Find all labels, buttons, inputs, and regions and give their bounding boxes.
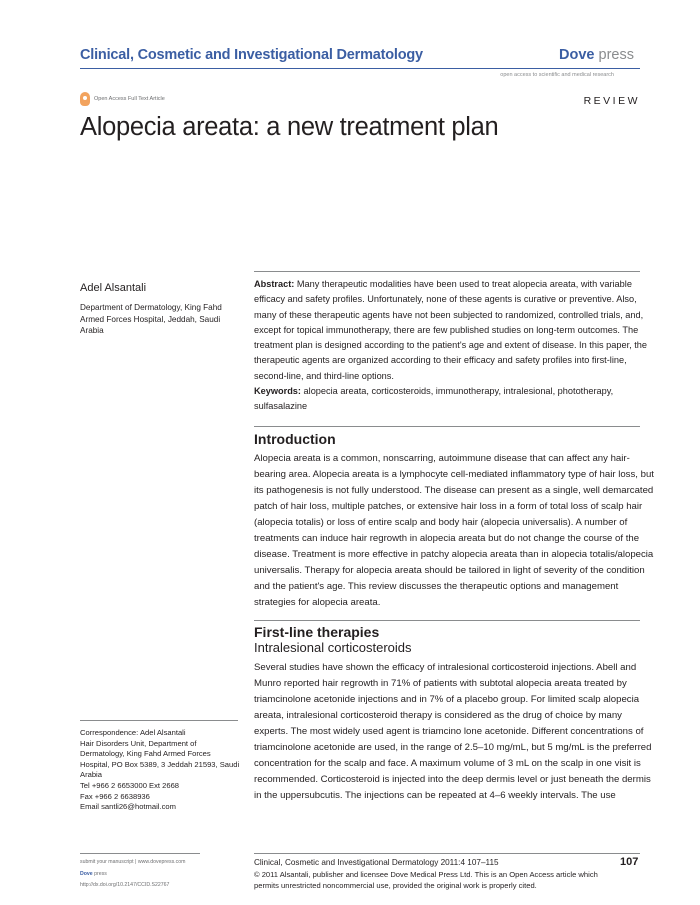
footer-rule [80, 853, 200, 854]
abstract-rule [254, 271, 640, 272]
page-number: 107 [620, 856, 639, 868]
footer-citation: Clinical, Cosmetic and Investigational Dermatology 2011:4 107–115 [254, 858, 499, 867]
publisher-press: press [594, 47, 634, 63]
footer-left [80, 857, 185, 892]
correspondence-fax: Fax +966 2 6638936 [80, 791, 150, 801]
author-affiliation: Department of Dermatology, King Fahd Armed Forces Hospital, Jeddah, Saudi Arabia [80, 303, 222, 335]
correspondence-address: Hair Disorders Unit, Department of Dermatology, King Fahd Armed Forces Hospital, PO Box 5389, 3 Jeddah 21593, Saudi Arabia [80, 738, 240, 780]
intralesional-body: Several studies have shown the efficacy of intralesional corticosteroid injections. Abell and Munro reported hair regrowth in 71% of patients with subtotal alopecia areata treated by triamcinolone acetonide injections and in 7% of a placebo group. For limited scalp alopecia areata, intralesional corticosteroid therapy is considered as the drug of choice by many experts. The most widely used agent is triamcino lone acetonide. Different concentrations of triamcinolone acetonide are used, in the range of 2.5–10 mg/mL, but 5 mg/mL is the preferred concentration for the scalp and face. A maximum volume of 3 mL on the scalp in one visit is recommended. Corticosteroid is injected into the deep dermis level or just beneath the dermis in the uppersubcutis. The injections can be repeated at 4–6 weekly intervals. The use [254, 662, 652, 801]
footer-rule [254, 853, 640, 854]
article-title: Alopecia areata: a new treatment plan [80, 113, 499, 141]
first-line-heading: First-line therapies [254, 624, 380, 640]
correspondence-email[interactable]: Email santli26@hotmail.com [80, 802, 176, 812]
introduction-body: Alopecia areata is a common, nonscarring, autoimmune disease that can affect any hair-bearing area. Alopecia areata is a lymphocyte cell-mediated inflammatory type of hair loss, but its pathogenesis is not fully understood. The disease can present as a single, well demarcated patch of hair loss, multiple patches, or extensive hair loss in a form of total loss of scalp hair (alopecia totalis) or loss of entire scalp and body hair (alopecia universalis). A number of treatments can induce hair regrowth in alopecia areata but do not change the course of the disease. Treatment is more effective in patchy alopecia areata than in alopecia totalis/alopecia universalis. Therapy for alopecia areata should be tailored in light of severity of the condition and the patient's age. This review discusses the therapeutic options and management strategies for alopecia areata. [254, 453, 654, 608]
journal-title: Clinical, Cosmetic and Investigational Dermatology [80, 47, 423, 63]
article-type: REVIEW [583, 95, 640, 107]
publisher-tagline: open access to scientific and medical research [500, 72, 614, 78]
author-name: Adel Alsantali [80, 282, 147, 294]
section-rule [254, 620, 640, 621]
footer-copyright: © 2011 Alsantali, publisher and licensee Dove Medical Press Ltd. This is an Open Access article which permits unrestricted noncommercial use, provided the original work is properly cited. [254, 870, 598, 890]
keywords-label: Keywords: [254, 386, 301, 397]
correspondence-tel: Tel +966 2 6653000 Ext 2668 [80, 780, 180, 790]
correspondence-rule [80, 720, 238, 721]
publisher-logo [559, 47, 634, 63]
section-rule [254, 426, 640, 427]
doi-link[interactable]: http://dx.doi.org/10.2147/CCID.S22767 [80, 882, 170, 888]
publisher-name: Dove [559, 47, 595, 63]
open-access-label: Open Access Full Text Article [94, 96, 165, 102]
keywords-text: alopecia areata, corticosteroids, immunotherapy, intralesional, phototherapy, sulfasalazine [254, 386, 614, 412]
footer-press: press [94, 870, 107, 877]
abstract-label: Abstract: [254, 279, 295, 289]
abstract-text: Many therapeutic modalities have been used to treat alopecia areata, with variable efficacy and safety profiles. Unfortunately, none of these agents is curative or preventive. Also, many of these therapeutic agents have not been subjected to randomized, controlled trials, and, except for topical immunotherapy, there are few published studies on long-term outcomes. The treatment plan is designed according to the patient's age and extent of disease. In this paper, the therapeutic agents are organized according to their efficacy and safety profiles into first-line, second-line, and third-line options. [254, 279, 647, 381]
footer-publisher [80, 869, 185, 881]
open-access-lock-icon [80, 92, 90, 106]
abstract [254, 277, 654, 415]
footer-dove: Dove [80, 870, 93, 877]
intralesional-subheading: Intralesional corticosteroids [254, 640, 412, 655]
correspondence [80, 728, 240, 813]
submit-link[interactable]: submit your manuscript | www.dovepress.com [80, 859, 186, 865]
open-access-badge [80, 92, 165, 106]
correspondence-name: Correspondence: Adel Alsantali [80, 728, 186, 737]
introduction-heading: Introduction [254, 431, 336, 447]
header-rule [80, 68, 640, 69]
